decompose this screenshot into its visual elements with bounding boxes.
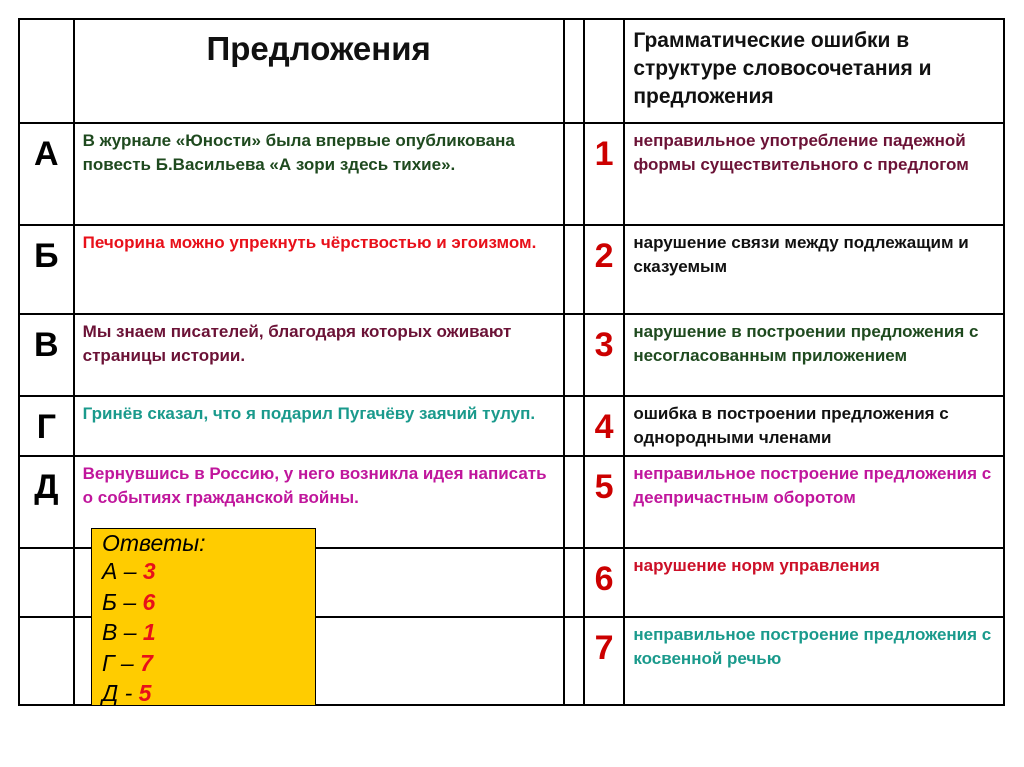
gap-cell xyxy=(564,396,584,456)
row-letter: А xyxy=(19,123,74,225)
answer-item xyxy=(102,678,315,709)
answer-value: 3 xyxy=(142,558,156,584)
row-error: нарушение норм управления xyxy=(624,548,1004,617)
answers-box xyxy=(91,528,316,706)
row-letter: Д xyxy=(19,456,74,548)
answer-key: Г – xyxy=(102,649,134,676)
answer-value: 1 xyxy=(142,619,156,645)
answer-key: Д - xyxy=(102,680,133,706)
row-sentence: Печорина можно упрекнуть чёрствостью и эгоизмом. xyxy=(74,225,564,314)
answer-item xyxy=(102,556,315,587)
row-letter xyxy=(19,617,74,705)
row-number: 3 xyxy=(584,314,624,396)
row-number: 1 xyxy=(584,123,624,225)
answer-value: 6 xyxy=(142,588,156,615)
table-row xyxy=(19,396,1004,456)
header-row xyxy=(19,19,1004,123)
table-row xyxy=(19,314,1004,396)
row-error: нарушение связи между подлежащим и сказуемым xyxy=(624,225,1004,314)
row-number: 7 xyxy=(584,617,624,705)
answer-item xyxy=(102,648,315,679)
gap-cell xyxy=(564,617,584,705)
answer-value: 7 xyxy=(140,649,153,676)
header-sentences: Предложения xyxy=(74,19,564,123)
gap-cell xyxy=(564,225,584,314)
answer-item xyxy=(102,587,315,618)
row-number: 2 xyxy=(584,225,624,314)
row-sentence: Мы знаем писателей, благодаря которых оживают страницы истории. xyxy=(74,314,564,396)
gap-cell xyxy=(564,456,584,548)
answer-key: А – xyxy=(102,558,137,584)
row-number: 5 xyxy=(584,456,624,548)
answer-value: 5 xyxy=(138,680,152,706)
row-letter: Б xyxy=(19,225,74,314)
gap-cell xyxy=(564,314,584,396)
row-sentence: Гринёв сказал, что я подарил Пугачёву заячий тулуп. xyxy=(74,396,564,456)
row-letter: Г xyxy=(19,396,74,456)
row-error: ошибка в построении предложения с однородными членами xyxy=(624,396,1004,456)
row-letter xyxy=(19,548,74,617)
answers-title: Ответы: xyxy=(102,530,206,556)
row-sentence: В журнале «Юности» была впервые опубликована повесть Б.Васильева «А зори здесь тихие». xyxy=(74,123,564,225)
table-row xyxy=(19,225,1004,314)
header-number-cell xyxy=(584,19,624,123)
answer-key: В – xyxy=(102,619,137,645)
header-errors: Грамматические ошибки в структуре словосочетания и предложения xyxy=(624,19,1004,123)
row-error: неправильное построение предложения с косвенной речью xyxy=(624,617,1004,705)
table-row xyxy=(19,123,1004,225)
row-letter: В xyxy=(19,314,74,396)
row-error: неправильное употребление падежной формы существительного с предлогом xyxy=(624,123,1004,225)
row-sentence: Вернувшись в Россию, у него возникла идея написать о событиях гражданской войны. xyxy=(74,456,564,548)
gap-cell xyxy=(564,123,584,225)
gap-cell xyxy=(564,548,584,617)
row-error: неправильное построение предложения с деепричастным оборотом xyxy=(624,456,1004,548)
row-number: 4 xyxy=(584,396,624,456)
gap-cell xyxy=(564,19,584,123)
row-number: 6 xyxy=(584,548,624,617)
header-empty-cell xyxy=(19,19,74,123)
row-error: нарушение в построении предложения с несогласованным приложением xyxy=(624,314,1004,396)
answer-item xyxy=(102,617,315,648)
answer-key: Б – xyxy=(102,588,137,615)
